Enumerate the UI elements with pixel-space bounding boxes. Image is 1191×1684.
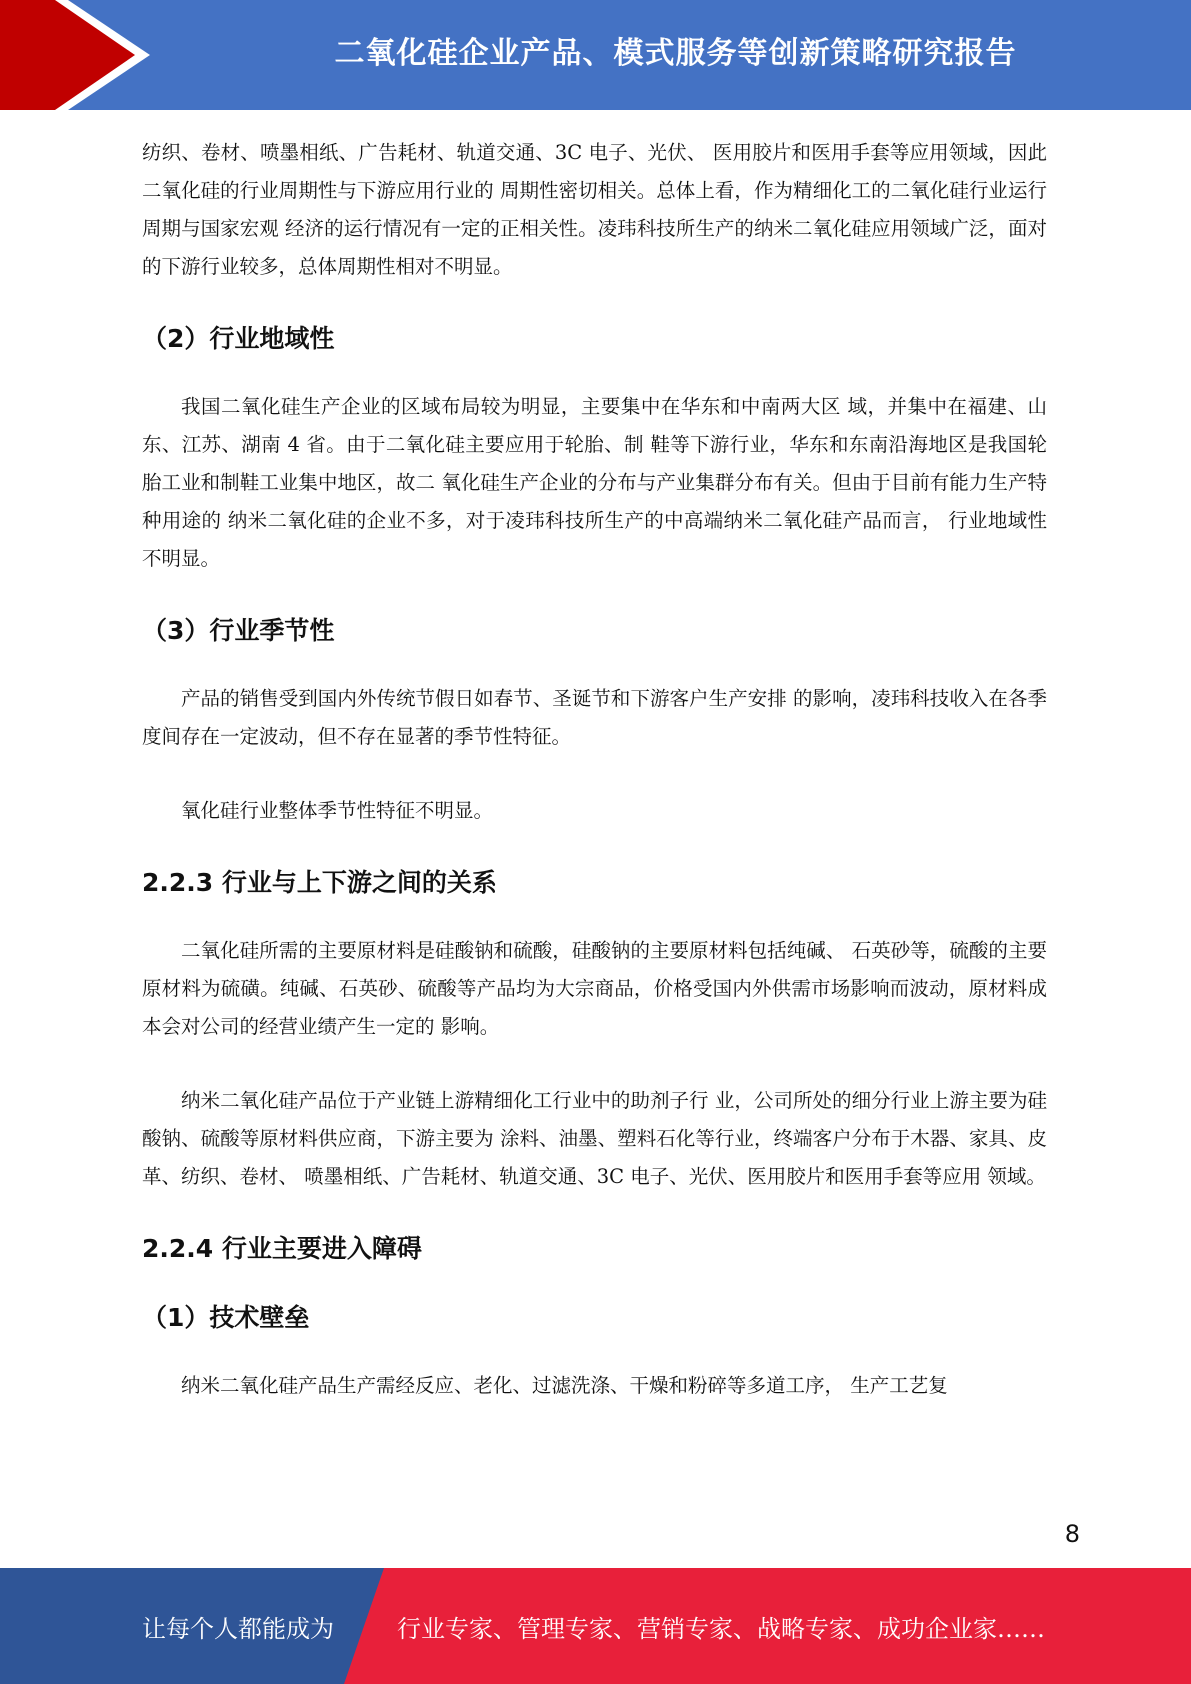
footer-slogan-left: 让每个人都能成为 [142,1614,334,1643]
paragraph-seasonality-summary: 氧化硅行业整体季节性特征不明显。 [181,799,494,822]
page-footer [0,1568,1191,1684]
paragraph-seasonality-sales: 产品的销售受到国内外传统节假日如春节、圣诞节和下游客户生产安排 的影响，凌玮科技收入在各季度间存在一定波动，但不存在显著的季节性特征。 [142,687,1047,748]
paragraph-raw-materials: 二氧化硅所需的主要原材料是硅酸钠和硫酸，硅酸钠的主要原材料包括纯碱、 石英砂等，硫酸的主要原材料为硫磺。纯碱、石英砂、硫酸等产品均为大宗商品，价格受国内外供需市场影响而波动，原材料成本会对公司的经营业绩产生一定的 影响。 [142,939,1047,1038]
paragraph-industry-chain: 纳米二氧化硅产品位于产业链上游精细化工行业中的助剂子行 业，公司所处的细分行业上游主要为硅酸钠、硫酸等原材料供应商，下游主要为 涂料、油墨、塑料石化等行业，终端客户分布于木器、家具、皮革、纺织、卷材、 喷墨相纸、广告耗材、轨道交通、3C 电子、光伏、医用胶片和医用手套等应用 领域。 [142,1089,1047,1188]
heading-2-2-4: 2.2.4 行业主要进入障碍 [142,1234,422,1263]
paragraph-technical-barrier: 纳米二氧化硅产品生产需经反应、老化、过滤洗涤、干燥和粉碎等多道工序， 生产工艺复 [181,1374,948,1397]
document-body [142,134,1047,1405]
paragraph-cyclicality: 纺织、卷材、喷墨相纸、广告耗材、轨道交通、3C 电子、光伏、 医用胶片和医用手套等应用领域，因此二氧化硅的行业周期性与下游应用行业的 周期性密切相关。总体上看，作为精细化工的二氧化硅行业运行周期与国家宏观 经济的运行情况有一定的正相关性。凌玮科技所生产的纳米二氧化硅应用领域广泛，面对的下游行业较多，总体周期性相对不明显。 [142,141,1047,278]
paragraph-regionality: 我国二氧化硅生产企业的区域布局较为明显，主要集中在华东和中南两大区 域，并集中在福建、山东、江苏、湖南 4 省。由于二氧化硅主要应用于轮胎、制 鞋等下游行业，华东和东南沿海地区是我国轮胎工业和制鞋工业集中地区，故二 氧化硅生产企业的分布与产业集群分布有关。但由于目前有能力生产特种用途的 纳米二氧化硅的企业不多，对于凌玮科技所生产的中高端纳米二氧化硅产品而言， 行业地域性不明显。 [142,395,1047,570]
heading-2-2-3: 2.2.3 行业与上下游之间的关系 [142,868,497,897]
heading-regionality: （2）行业地域性 [142,324,335,353]
heading-seasonality: （3）行业季节性 [142,616,335,645]
header-title: 二氧化硅企业产品、模式服务等创新策略研究报告 [334,36,1017,71]
footer-slogan-right: 行业专家、管理专家、营销专家、战略专家、成功企业家…… [397,1614,1045,1643]
page-number: 8 [1064,1520,1080,1548]
page-header [0,0,1191,110]
heading-technical-barrier: （1）技术壁垒 [142,1303,310,1332]
